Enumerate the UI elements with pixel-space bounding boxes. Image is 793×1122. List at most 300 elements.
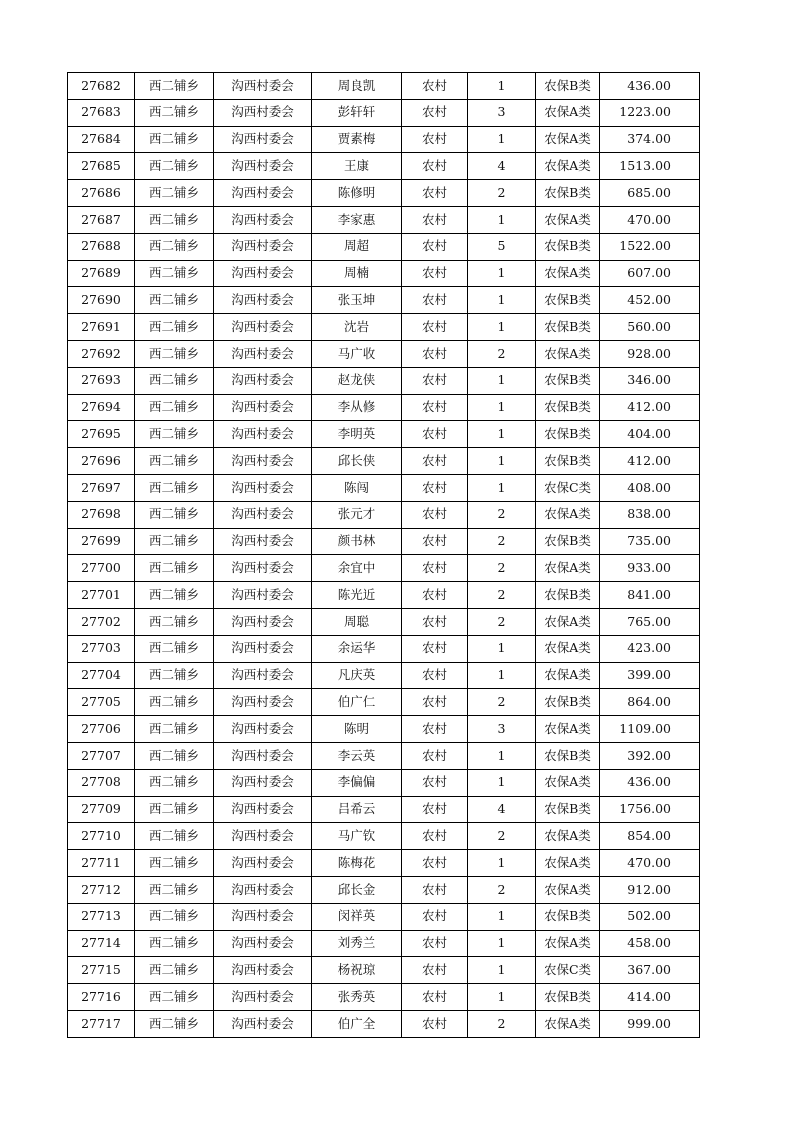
cell-name: 陈修明 — [312, 180, 402, 207]
table-row — [68, 233, 700, 260]
cell-village: 沟西村委会 — [214, 206, 312, 233]
cell-name: 陈光近 — [312, 582, 402, 609]
cell-town: 西二铺乡 — [135, 769, 214, 796]
cell-category: 农保A类 — [536, 501, 600, 528]
cell-town: 西二铺乡 — [135, 635, 214, 662]
cell-area: 农村 — [402, 555, 468, 582]
cell-id: 27684 — [68, 126, 135, 153]
table-row — [68, 474, 700, 501]
cell-area: 农村 — [402, 421, 468, 448]
cell-count: 1 — [468, 769, 536, 796]
cell-area: 农村 — [402, 930, 468, 957]
cell-amount: 374.00 — [600, 126, 700, 153]
cell-id: 27701 — [68, 582, 135, 609]
table-row — [68, 421, 700, 448]
cell-town: 西二铺乡 — [135, 716, 214, 743]
cell-area: 农村 — [402, 153, 468, 180]
cell-category: 农保A类 — [536, 635, 600, 662]
cell-id: 27704 — [68, 662, 135, 689]
cell-id: 27715 — [68, 957, 135, 984]
table-row — [68, 260, 700, 287]
cell-amount: 841.00 — [600, 582, 700, 609]
cell-village: 沟西村委会 — [214, 608, 312, 635]
cell-id: 27691 — [68, 314, 135, 341]
table-row — [68, 555, 700, 582]
cell-village: 沟西村委会 — [214, 930, 312, 957]
cell-name: 张元才 — [312, 501, 402, 528]
cell-town: 西二铺乡 — [135, 930, 214, 957]
cell-id: 27685 — [68, 153, 135, 180]
cell-village: 沟西村委会 — [214, 474, 312, 501]
cell-area: 农村 — [402, 394, 468, 421]
cell-town: 西二铺乡 — [135, 501, 214, 528]
cell-amount: 735.00 — [600, 528, 700, 555]
cell-id: 27694 — [68, 394, 135, 421]
cell-village: 沟西村委会 — [214, 233, 312, 260]
cell-amount: 412.00 — [600, 448, 700, 475]
cell-count: 1 — [468, 448, 536, 475]
cell-town: 西二铺乡 — [135, 340, 214, 367]
cell-town: 西二铺乡 — [135, 528, 214, 555]
cell-area: 农村 — [402, 314, 468, 341]
cell-count: 4 — [468, 796, 536, 823]
cell-category: 农保A类 — [536, 850, 600, 877]
cell-village: 沟西村委会 — [214, 796, 312, 823]
cell-area: 农村 — [402, 126, 468, 153]
cell-town: 西二铺乡 — [135, 474, 214, 501]
cell-category: 农保B类 — [536, 448, 600, 475]
cell-name: 沈岩 — [312, 314, 402, 341]
cell-id: 27692 — [68, 340, 135, 367]
cell-name: 彭轩轩 — [312, 99, 402, 126]
cell-amount: 765.00 — [600, 608, 700, 635]
cell-category: 农保B类 — [536, 421, 600, 448]
cell-name: 李明英 — [312, 421, 402, 448]
cell-category: 农保B类 — [536, 582, 600, 609]
cell-area: 农村 — [402, 876, 468, 903]
cell-amount: 1522.00 — [600, 233, 700, 260]
cell-name: 刘秀兰 — [312, 930, 402, 957]
cell-amount: 912.00 — [600, 876, 700, 903]
cell-amount: 399.00 — [600, 662, 700, 689]
cell-id: 27710 — [68, 823, 135, 850]
cell-count: 2 — [468, 582, 536, 609]
table-row — [68, 796, 700, 823]
cell-category: 农保B类 — [536, 73, 600, 100]
cell-amount: 1756.00 — [600, 796, 700, 823]
cell-id: 27705 — [68, 689, 135, 716]
cell-id: 27716 — [68, 984, 135, 1011]
cell-count: 1 — [468, 903, 536, 930]
cell-town: 西二铺乡 — [135, 99, 214, 126]
cell-village: 沟西村委会 — [214, 340, 312, 367]
cell-village: 沟西村委会 — [214, 367, 312, 394]
cell-town: 西二铺乡 — [135, 876, 214, 903]
cell-name: 马广钦 — [312, 823, 402, 850]
table-row — [68, 689, 700, 716]
cell-village: 沟西村委会 — [214, 903, 312, 930]
cell-count: 2 — [468, 180, 536, 207]
cell-village: 沟西村委会 — [214, 662, 312, 689]
cell-id: 27707 — [68, 742, 135, 769]
table-row — [68, 582, 700, 609]
cell-count: 1 — [468, 850, 536, 877]
cell-amount: 933.00 — [600, 555, 700, 582]
cell-village: 沟西村委会 — [214, 742, 312, 769]
cell-amount: 685.00 — [600, 180, 700, 207]
cell-category: 农保B类 — [536, 233, 600, 260]
cell-area: 农村 — [402, 367, 468, 394]
cell-id: 27693 — [68, 367, 135, 394]
cell-name: 伯广仁 — [312, 689, 402, 716]
cell-village: 沟西村委会 — [214, 850, 312, 877]
cell-amount: 999.00 — [600, 1010, 700, 1037]
cell-category: 农保A类 — [536, 206, 600, 233]
table-row — [68, 662, 700, 689]
cell-category: 农保A类 — [536, 769, 600, 796]
cell-count: 2 — [468, 689, 536, 716]
cell-area: 农村 — [402, 608, 468, 635]
cell-area: 农村 — [402, 99, 468, 126]
table-row — [68, 394, 700, 421]
cell-id: 27702 — [68, 608, 135, 635]
cell-name: 伯广全 — [312, 1010, 402, 1037]
cell-village: 沟西村委会 — [214, 260, 312, 287]
table-row — [68, 742, 700, 769]
cell-area: 农村 — [402, 287, 468, 314]
cell-name: 李云英 — [312, 742, 402, 769]
cell-category: 农保A类 — [536, 260, 600, 287]
table-row — [68, 340, 700, 367]
cell-count: 1 — [468, 421, 536, 448]
cell-count: 1 — [468, 742, 536, 769]
cell-id: 27698 — [68, 501, 135, 528]
cell-count: 1 — [468, 73, 536, 100]
cell-count: 2 — [468, 340, 536, 367]
table-row — [68, 314, 700, 341]
cell-area: 农村 — [402, 850, 468, 877]
cell-village: 沟西村委会 — [214, 823, 312, 850]
cell-town: 西二铺乡 — [135, 903, 214, 930]
cell-town: 西二铺乡 — [135, 823, 214, 850]
cell-town: 西二铺乡 — [135, 180, 214, 207]
cell-id: 27717 — [68, 1010, 135, 1037]
cell-count: 4 — [468, 153, 536, 180]
cell-area: 农村 — [402, 716, 468, 743]
cell-category: 农保B类 — [536, 742, 600, 769]
cell-category: 农保A类 — [536, 930, 600, 957]
cell-area: 农村 — [402, 501, 468, 528]
cell-count: 1 — [468, 984, 536, 1011]
cell-count: 2 — [468, 1010, 536, 1037]
cell-name: 马广收 — [312, 340, 402, 367]
cell-amount: 408.00 — [600, 474, 700, 501]
cell-count: 1 — [468, 314, 536, 341]
cell-village: 沟西村委会 — [214, 501, 312, 528]
cell-town: 西二铺乡 — [135, 608, 214, 635]
cell-village: 沟西村委会 — [214, 528, 312, 555]
cell-count: 1 — [468, 957, 536, 984]
cell-name: 邱长金 — [312, 876, 402, 903]
cell-id: 27689 — [68, 260, 135, 287]
cell-count: 1 — [468, 260, 536, 287]
cell-amount: 864.00 — [600, 689, 700, 716]
cell-count: 1 — [468, 126, 536, 153]
cell-amount: 404.00 — [600, 421, 700, 448]
cell-id: 27696 — [68, 448, 135, 475]
cell-village: 沟西村委会 — [214, 180, 312, 207]
cell-village: 沟西村委会 — [214, 957, 312, 984]
cell-category: 农保A类 — [536, 608, 600, 635]
table-row — [68, 823, 700, 850]
cell-name: 周超 — [312, 233, 402, 260]
cell-count: 2 — [468, 876, 536, 903]
cell-id: 27682 — [68, 73, 135, 100]
cell-id: 27712 — [68, 876, 135, 903]
table-row — [68, 180, 700, 207]
cell-category: 农保B类 — [536, 903, 600, 930]
cell-amount: 346.00 — [600, 367, 700, 394]
cell-count: 2 — [468, 608, 536, 635]
cell-name: 李家惠 — [312, 206, 402, 233]
cell-count: 1 — [468, 394, 536, 421]
cell-name: 吕希云 — [312, 796, 402, 823]
cell-name: 闵祥英 — [312, 903, 402, 930]
cell-village: 沟西村委会 — [214, 287, 312, 314]
cell-town: 西二铺乡 — [135, 314, 214, 341]
cell-name: 李偏偏 — [312, 769, 402, 796]
cell-count: 1 — [468, 367, 536, 394]
cell-village: 沟西村委会 — [214, 1010, 312, 1037]
cell-name: 张秀英 — [312, 984, 402, 1011]
cell-name: 李从修 — [312, 394, 402, 421]
cell-town: 西二铺乡 — [135, 796, 214, 823]
table-row — [68, 206, 700, 233]
table-row — [68, 287, 700, 314]
cell-town: 西二铺乡 — [135, 153, 214, 180]
cell-village: 沟西村委会 — [214, 99, 312, 126]
cell-amount: 607.00 — [600, 260, 700, 287]
cell-name: 余宜中 — [312, 555, 402, 582]
cell-amount: 470.00 — [600, 206, 700, 233]
cell-count: 1 — [468, 930, 536, 957]
cell-town: 西二铺乡 — [135, 260, 214, 287]
cell-town: 西二铺乡 — [135, 73, 214, 100]
cell-amount: 502.00 — [600, 903, 700, 930]
cell-id: 27703 — [68, 635, 135, 662]
cell-town: 西二铺乡 — [135, 206, 214, 233]
cell-category: 农保A类 — [536, 876, 600, 903]
cell-id: 27687 — [68, 206, 135, 233]
cell-area: 农村 — [402, 769, 468, 796]
cell-id: 27688 — [68, 233, 135, 260]
cell-category: 农保B类 — [536, 796, 600, 823]
cell-amount: 367.00 — [600, 957, 700, 984]
cell-area: 农村 — [402, 823, 468, 850]
table-row — [68, 153, 700, 180]
cell-town: 西二铺乡 — [135, 448, 214, 475]
cell-area: 农村 — [402, 582, 468, 609]
cell-village: 沟西村委会 — [214, 555, 312, 582]
cell-id: 27699 — [68, 528, 135, 555]
cell-area: 农村 — [402, 662, 468, 689]
cell-amount: 1513.00 — [600, 153, 700, 180]
cell-town: 西二铺乡 — [135, 582, 214, 609]
cell-id: 27713 — [68, 903, 135, 930]
cell-count: 1 — [468, 287, 536, 314]
cell-amount: 470.00 — [600, 850, 700, 877]
cell-category: 农保A类 — [536, 99, 600, 126]
cell-category: 农保B类 — [536, 367, 600, 394]
cell-village: 沟西村委会 — [214, 126, 312, 153]
cell-village: 沟西村委会 — [214, 314, 312, 341]
cell-name: 周良凯 — [312, 73, 402, 100]
cell-town: 西二铺乡 — [135, 287, 214, 314]
cell-area: 农村 — [402, 957, 468, 984]
cell-amount: 838.00 — [600, 501, 700, 528]
cell-count: 2 — [468, 555, 536, 582]
cell-town: 西二铺乡 — [135, 1010, 214, 1037]
table-row — [68, 501, 700, 528]
cell-area: 农村 — [402, 635, 468, 662]
cell-area: 农村 — [402, 1010, 468, 1037]
cell-name: 王康 — [312, 153, 402, 180]
cell-category: 农保C类 — [536, 474, 600, 501]
cell-category: 农保A类 — [536, 662, 600, 689]
cell-town: 西二铺乡 — [135, 126, 214, 153]
cell-area: 农村 — [402, 73, 468, 100]
cell-amount: 414.00 — [600, 984, 700, 1011]
cell-village: 沟西村委会 — [214, 876, 312, 903]
cell-amount: 436.00 — [600, 73, 700, 100]
cell-category: 农保A类 — [536, 716, 600, 743]
cell-town: 西二铺乡 — [135, 957, 214, 984]
cell-category: 农保B类 — [536, 314, 600, 341]
cell-count: 3 — [468, 716, 536, 743]
cell-amount: 392.00 — [600, 742, 700, 769]
cell-amount: 452.00 — [600, 287, 700, 314]
cell-id: 27714 — [68, 930, 135, 957]
table-row — [68, 448, 700, 475]
cell-id: 27711 — [68, 850, 135, 877]
cell-area: 农村 — [402, 528, 468, 555]
cell-name: 陈明 — [312, 716, 402, 743]
cell-area: 农村 — [402, 448, 468, 475]
cell-name: 余运华 — [312, 635, 402, 662]
cell-area: 农村 — [402, 340, 468, 367]
cell-village: 沟西村委会 — [214, 582, 312, 609]
table-row — [68, 528, 700, 555]
cell-category: 农保C类 — [536, 957, 600, 984]
cell-category: 农保B类 — [536, 394, 600, 421]
cell-village: 沟西村委会 — [214, 635, 312, 662]
cell-town: 西二铺乡 — [135, 984, 214, 1011]
cell-count: 2 — [468, 501, 536, 528]
cell-count: 2 — [468, 823, 536, 850]
cell-area: 农村 — [402, 742, 468, 769]
table-row — [68, 957, 700, 984]
cell-id: 27700 — [68, 555, 135, 582]
cell-category: 农保B类 — [536, 984, 600, 1011]
table-row — [68, 73, 700, 100]
table-row — [68, 126, 700, 153]
cell-town: 西二铺乡 — [135, 421, 214, 448]
cell-area: 农村 — [402, 474, 468, 501]
table-row — [68, 930, 700, 957]
cell-category: 农保A类 — [536, 823, 600, 850]
cell-area: 农村 — [402, 984, 468, 1011]
table-row — [68, 903, 700, 930]
cell-name: 陈梅花 — [312, 850, 402, 877]
cell-amount: 1109.00 — [600, 716, 700, 743]
table-row — [68, 716, 700, 743]
cell-name: 张玉坤 — [312, 287, 402, 314]
cell-area: 农村 — [402, 233, 468, 260]
table-row — [68, 367, 700, 394]
cell-count: 1 — [468, 206, 536, 233]
cell-name: 杨祝琼 — [312, 957, 402, 984]
cell-name: 凡庆英 — [312, 662, 402, 689]
cell-area: 农村 — [402, 180, 468, 207]
cell-name: 周聪 — [312, 608, 402, 635]
table-row — [68, 608, 700, 635]
table-row — [68, 635, 700, 662]
cell-id: 27695 — [68, 421, 135, 448]
cell-village: 沟西村委会 — [214, 689, 312, 716]
table-row — [68, 984, 700, 1011]
cell-amount: 436.00 — [600, 769, 700, 796]
table-row — [68, 876, 700, 903]
cell-area: 农村 — [402, 260, 468, 287]
cell-village: 沟西村委会 — [214, 153, 312, 180]
cell-category: 农保A类 — [536, 153, 600, 180]
table-row — [68, 769, 700, 796]
cell-id: 27686 — [68, 180, 135, 207]
cell-amount: 928.00 — [600, 340, 700, 367]
cell-category: 农保A类 — [536, 555, 600, 582]
cell-id: 27706 — [68, 716, 135, 743]
cell-amount: 1223.00 — [600, 99, 700, 126]
cell-name: 颜书林 — [312, 528, 402, 555]
cell-category: 农保B类 — [536, 689, 600, 716]
cell-name: 赵龙侠 — [312, 367, 402, 394]
benefit-table — [67, 72, 700, 1038]
cell-id: 27690 — [68, 287, 135, 314]
cell-name: 陈闯 — [312, 474, 402, 501]
cell-town: 西二铺乡 — [135, 233, 214, 260]
cell-area: 农村 — [402, 796, 468, 823]
cell-count: 1 — [468, 474, 536, 501]
cell-village: 沟西村委会 — [214, 421, 312, 448]
cell-count: 1 — [468, 662, 536, 689]
cell-name: 周楠 — [312, 260, 402, 287]
cell-area: 农村 — [402, 689, 468, 716]
cell-id: 27709 — [68, 796, 135, 823]
cell-amount: 854.00 — [600, 823, 700, 850]
cell-id: 27697 — [68, 474, 135, 501]
cell-count: 5 — [468, 233, 536, 260]
cell-area: 农村 — [402, 903, 468, 930]
cell-id: 27708 — [68, 769, 135, 796]
cell-name: 邱长侠 — [312, 448, 402, 475]
cell-town: 西二铺乡 — [135, 555, 214, 582]
cell-village: 沟西村委会 — [214, 448, 312, 475]
cell-village: 沟西村委会 — [214, 984, 312, 1011]
cell-count: 3 — [468, 99, 536, 126]
cell-area: 农村 — [402, 206, 468, 233]
cell-village: 沟西村委会 — [214, 394, 312, 421]
cell-town: 西二铺乡 — [135, 367, 214, 394]
